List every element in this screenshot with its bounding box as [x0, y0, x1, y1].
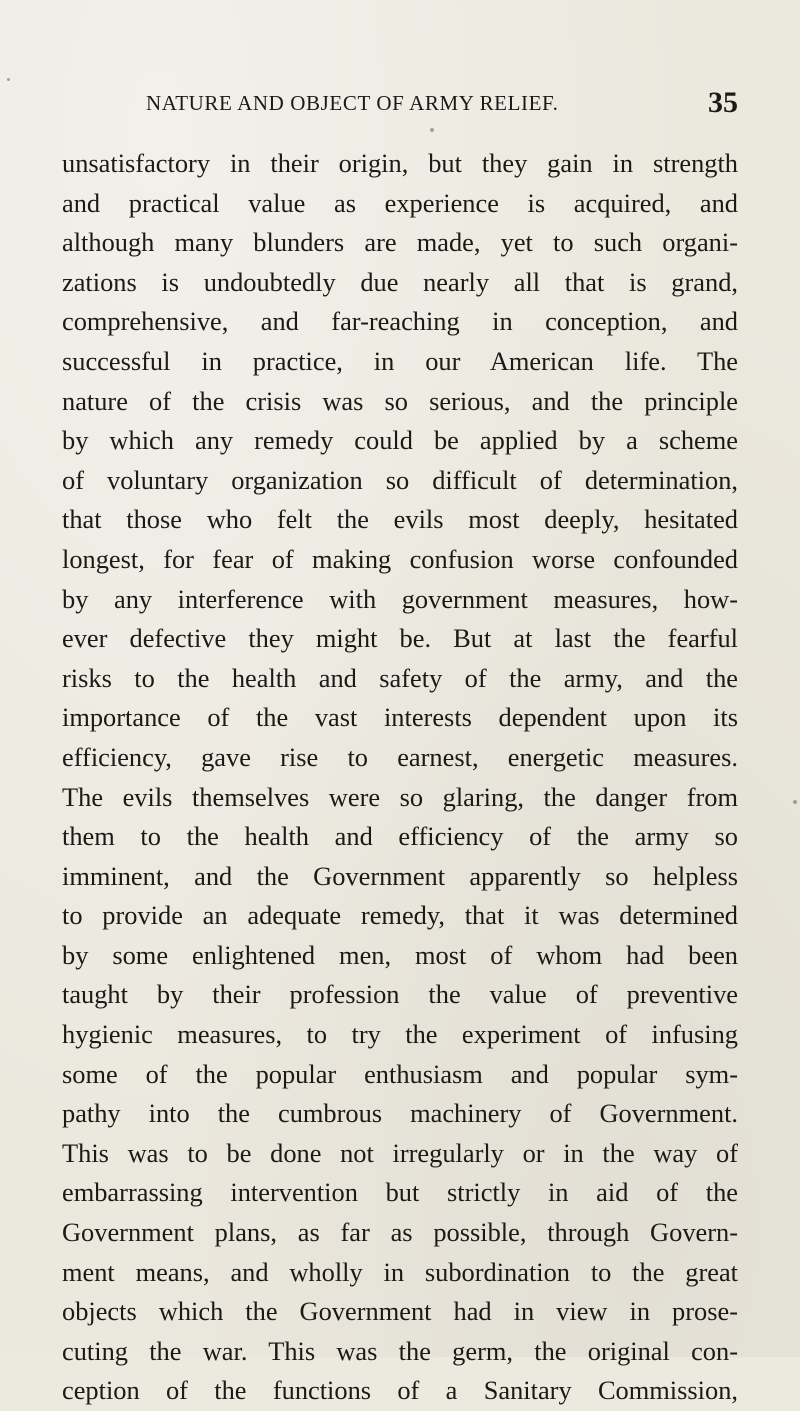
text-line: imminent, and the Government apparently so helpless [62, 860, 738, 891]
text-line: some of the popular enthusiasm and popular sym- [62, 1058, 738, 1089]
text-line: importance of the vast interests dependent upon its [62, 702, 738, 733]
text-line: taught by their profession the value of preventive [62, 979, 738, 1010]
text-line: Government plans, as far as possible, through Govern- [62, 1217, 738, 1248]
text-line: by which any remedy could be applied by a scheme [62, 425, 738, 456]
text-line: by some enlightened men, most of whom had been [62, 939, 738, 970]
text-line: hygienic measures, to try the experiment of infusing [62, 1019, 738, 1050]
text-line: ment means, and wholly in subordination to the great [62, 1256, 738, 1287]
running-head [146, 88, 738, 118]
paper-speck [7, 78, 10, 81]
text-line: longest, for fear of making confusion worse confounded [62, 543, 738, 574]
text-line: comprehensive, and far-reaching in conception, and [62, 306, 738, 337]
text-line: them to the health and efficiency of the army so [62, 821, 738, 852]
text-line: by any interference with government measures, how- [62, 583, 738, 614]
page-number: 35 [708, 86, 738, 119]
text-line: efficiency, gave rise to earnest, energetic measures. [62, 741, 738, 772]
text-line: of voluntary organization so difficult of determination, [62, 464, 738, 495]
text-line: and practical value as experience is acquired, and [62, 187, 738, 218]
text-line: to provide an adequate remedy, that it was determined [62, 900, 738, 931]
text-line: embarrassing intervention but strictly in aid of the [62, 1177, 738, 1208]
paper-speck [793, 800, 797, 804]
text-line: This was to be done not irregularly or in the way of [62, 1137, 738, 1168]
text-line: ever defective they might be. But at last the fearful [62, 623, 738, 654]
text-line: nature of the crisis was so serious, and the principle [62, 385, 738, 416]
text-line: objects which the Government had in view in prose- [62, 1296, 738, 1327]
text-line: ception of the functions of a Sanitary Commission, [62, 1375, 738, 1406]
paper-speck [430, 128, 434, 132]
text-line: zations is undoubtedly due nearly all that is grand, [62, 266, 738, 297]
body-text [62, 144, 738, 1411]
running-title: NATURE AND OBJECT OF ARMY RELIEF. [146, 91, 559, 115]
text-line: cuting the war. This was the germ, the original con- [62, 1335, 738, 1366]
text-line: that those who felt the evils most deeply, hesitated [62, 504, 738, 535]
text-line: risks to the health and safety of the army, and the [62, 662, 738, 693]
text-line: The evils themselves were so glaring, the danger from [62, 781, 738, 812]
text-line: unsatisfactory in their origin, but they gain in strength [62, 148, 738, 178]
text-line: successful in practice, in our American life. The [62, 345, 738, 376]
text-line: although many blunders are made, yet to such organi- [62, 227, 738, 258]
text-line: pathy into the cumbrous machinery of Government. [62, 1098, 738, 1129]
